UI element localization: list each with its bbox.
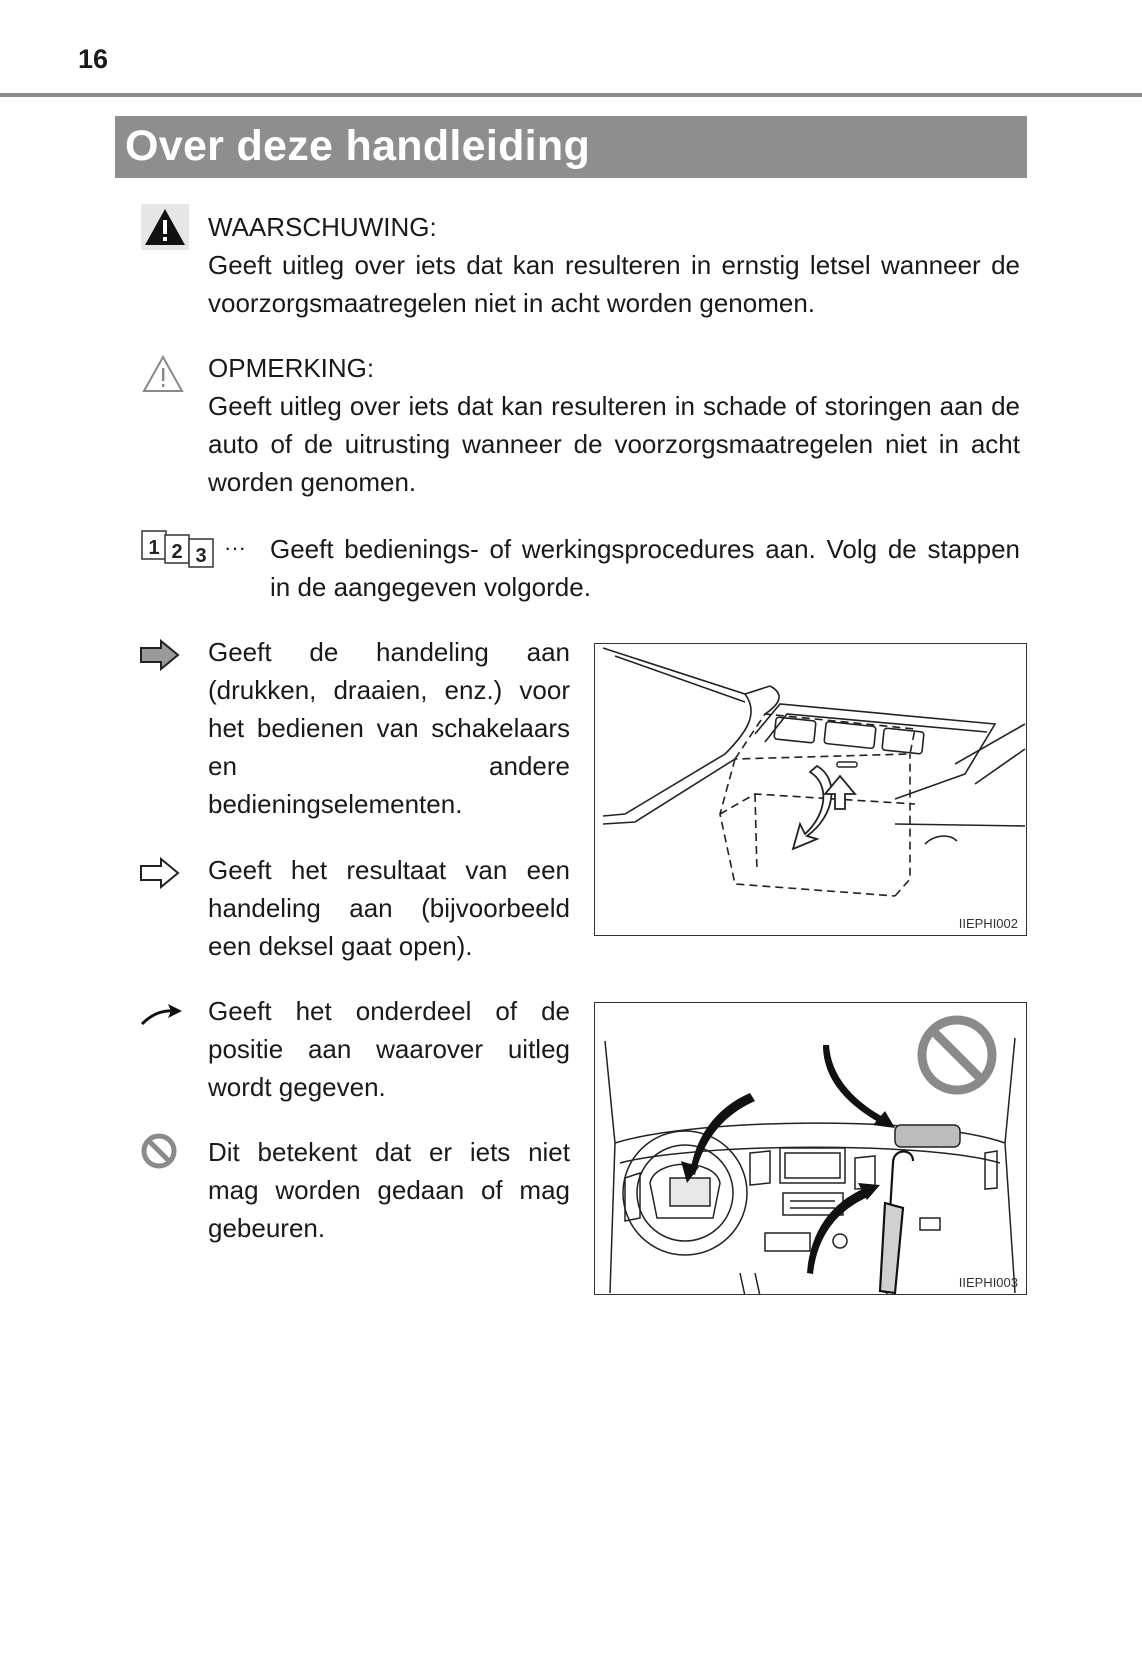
figure-dashboard [594,1002,1027,1295]
step-label-1: 1 [148,537,160,559]
legend-result-text: Geeft het resultaat van een handeling aan (bijvoorbeeld een deksel gaat open). [208,855,570,961]
prohibited-icon [140,1132,178,1170]
step-label-3: 3 [195,545,207,567]
section-title: Over deze handleiding [125,122,591,170]
header-divider [0,93,1142,97]
steps-dots: ··· [224,535,246,560]
legend-pointer-text: Geeft het onderdeel of de positie aan waarover uitleg wordt gegeven. [208,996,570,1102]
figure-code-2: IIEPHI003 [958,1275,1018,1290]
legend-prohibited-text: Dit betekent dat er iets niet mag worden gedaan of mag gebeuren. [208,1137,570,1243]
result-arrow-icon [139,856,181,890]
step-numbers-icon [141,530,225,568]
section-title-bar [115,116,1027,178]
warning-filled-icon [141,204,189,250]
step-label-2: 2 [171,541,183,563]
notice-text: Geeft uitleg over iets dat kan resulteren in schade of storingen aan de auto of de uitrusting wanneer de voorzorgsmaatregelen niet in acht worden genomen. [208,391,1020,497]
figure-overhead-console [594,643,1027,936]
page-number: 16 [78,44,109,74]
warning-block [208,208,1020,322]
warning-outline-icon [141,354,185,394]
pointer-arrow-icon [140,1002,184,1028]
steps-text: Geeft bedienings- of werkingsprocedures aan. Volg de stappen in de aangegeven volgorde. [270,534,1020,602]
legend-action-text: Geeft de handeling aan (drukken, draaien, enz.) voor het bedienen van schakelaars en andere bedieningselementen. [208,637,570,819]
figure-code-1: IIEPHI002 [958,916,1018,931]
notice-heading: OPMERKING: [208,353,375,383]
overhead-console-illustration [595,644,1027,936]
warning-heading: WAARSCHUWING: [208,212,437,242]
action-arrow-icon [139,638,181,672]
dashboard-illustration [595,1003,1027,1295]
warning-text: Geeft uitleg over iets dat kan resulteren in ernstig letsel wanneer de voorzorgsmaatregelen niet in acht worden genomen. [208,250,1020,318]
notice-block [208,349,1020,501]
